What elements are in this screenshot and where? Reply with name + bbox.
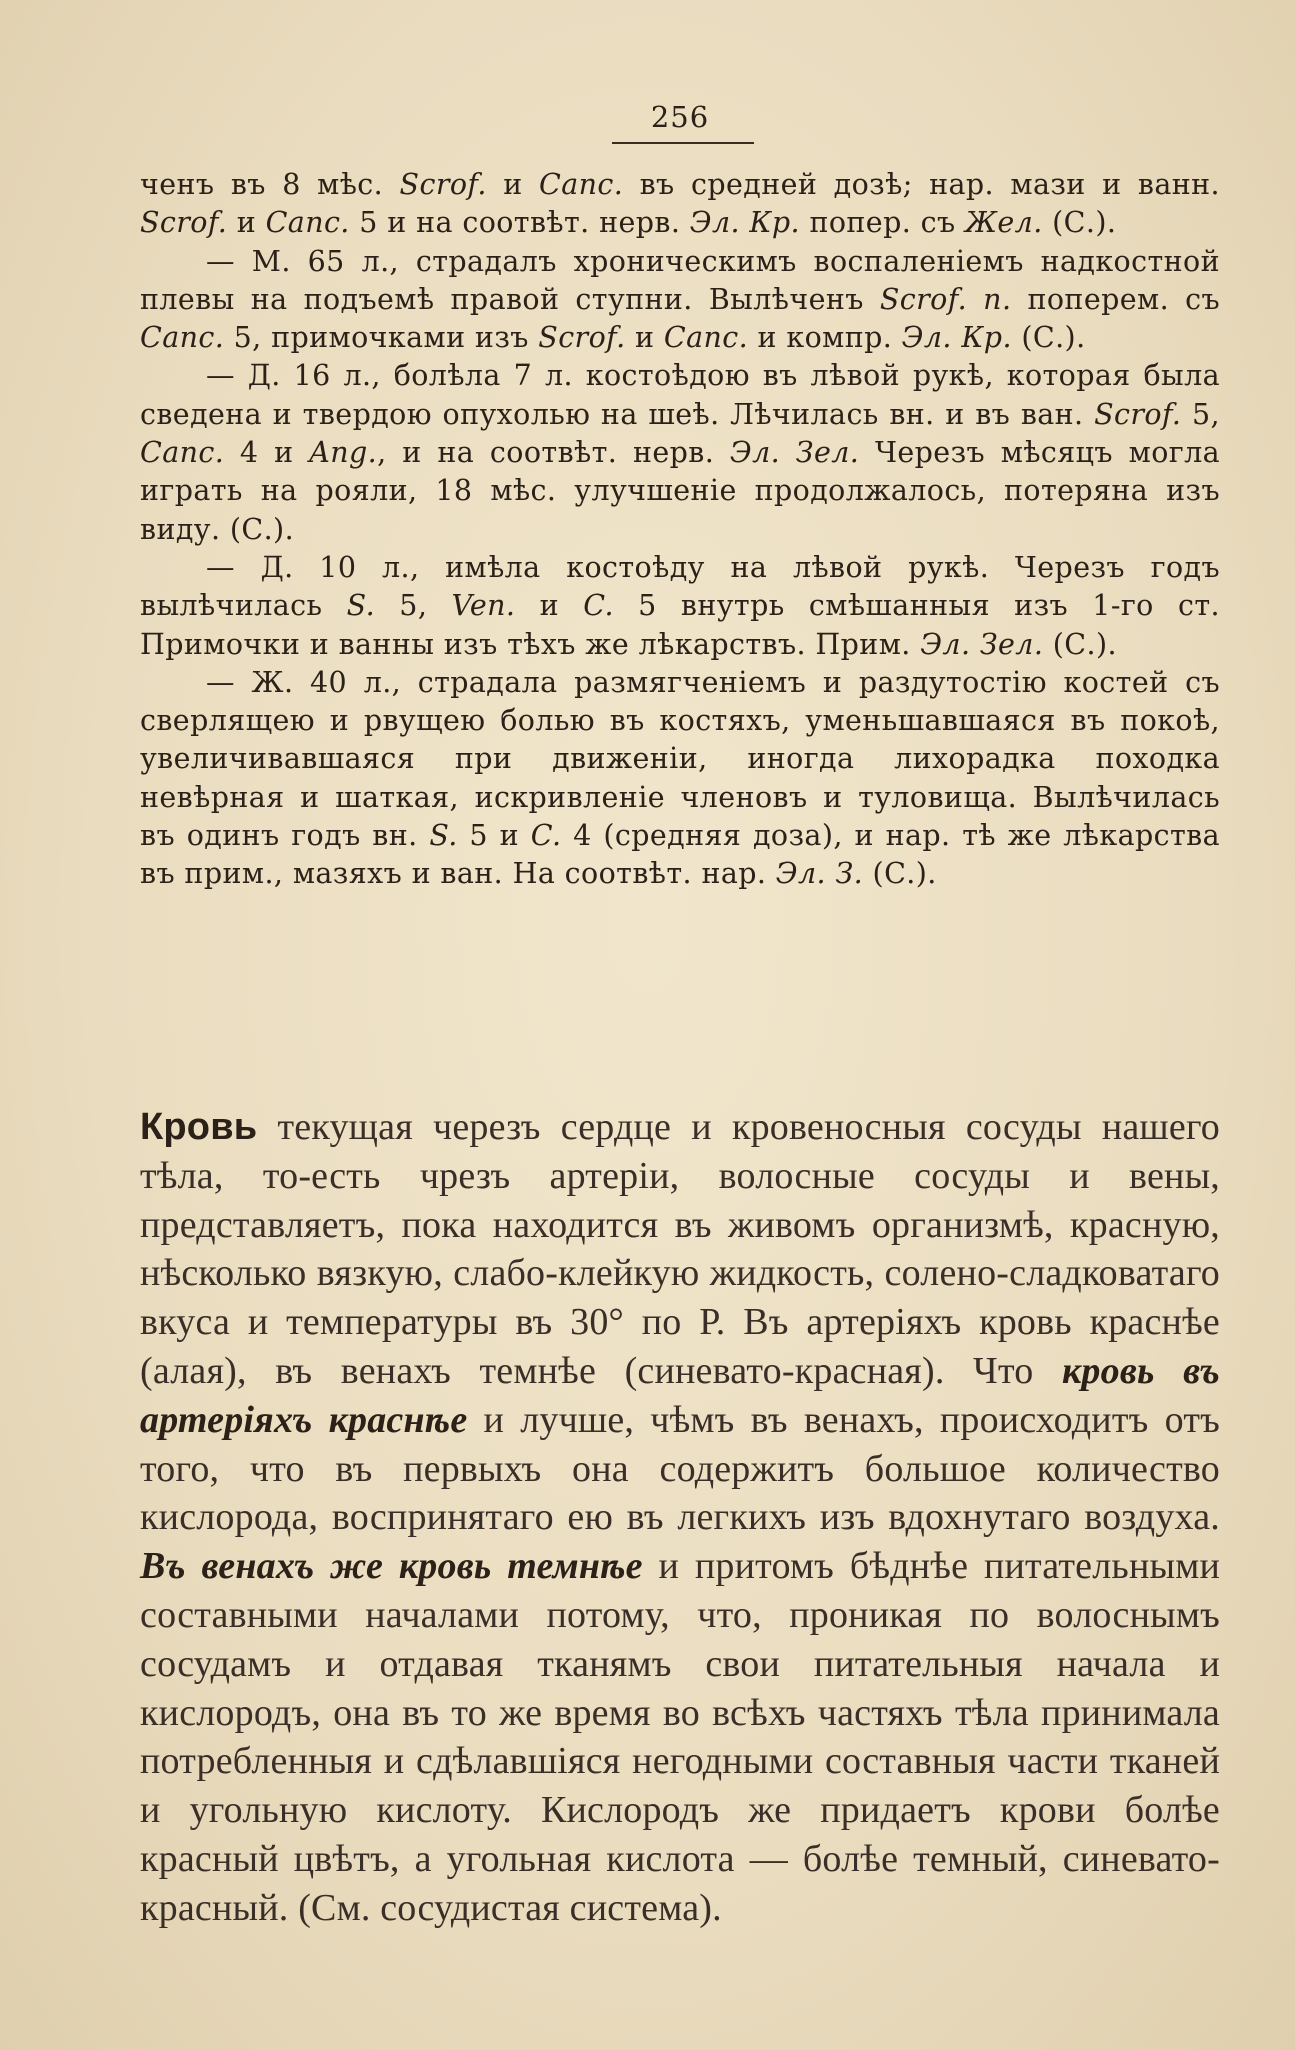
remedy-abbrev: Scrof. — [140, 206, 228, 240]
blood-article — [140, 1103, 1220, 1933]
emphasis-phrase: Въ венахъ же кровь темнѣе — [140, 1545, 643, 1588]
remedy-abbrev: Жел. — [965, 206, 1043, 240]
text-segment: (С.). — [1043, 627, 1117, 661]
text-segment: 5, — [1181, 397, 1220, 431]
text-segment: (С.). — [1011, 321, 1086, 355]
page-number: 256 — [650, 100, 710, 134]
remedy-abbrev: Эл. Кр. — [901, 321, 1012, 355]
page-number-rule — [612, 142, 754, 144]
case-paragraph — [140, 549, 1220, 664]
remedy-abbrev: Canc. — [539, 168, 624, 201]
text-segment: (С.). — [1042, 206, 1117, 240]
remedy-abbrev: C. — [530, 819, 562, 853]
text-segment: , и на соотвѣт. нерв. — [377, 436, 730, 470]
remedy-abbrev: Canc. — [140, 436, 225, 470]
article-paragraph — [140, 1103, 1220, 1933]
remedy-abbrev: S. — [346, 589, 376, 623]
text-segment: 5 и — [457, 819, 531, 853]
text-segment: и компр. — [748, 321, 902, 355]
remedy-abbrev: Эл. Зел. — [729, 436, 860, 470]
remedy-abbrev: Ang. — [309, 436, 378, 470]
remedy-abbrev: Ven. — [451, 589, 516, 623]
remedy-abbrev: Canc. — [663, 321, 749, 355]
text-segment: 5, примочками изъ — [224, 321, 539, 355]
case-reports-section — [140, 166, 1220, 894]
text-segment: и — [515, 589, 584, 623]
text-segment: и — [227, 206, 266, 240]
text-segment: — Д. 10 л., имѣла костоѣду на лѣвой рукѣ. Черезъ годъ вылѣчилась — [140, 550, 1220, 623]
text-segment: текущая черезъ сердце и кровеносныя сосуды нашего тѣла, то-есть чрезъ артеріи, волосные сосуды и вены, представляетъ, пока находится въ живомъ организмѣ, красную, нѣсколько вязкую, слабо-клейкую жидкость, солено-сладковатаго вкуса и температуры въ 30° по Р. Въ артеріяхъ кровь краснѣе (алая), въ венахъ темнѣе (синевато-красная). Что — [140, 1106, 1220, 1392]
remedy-abbrev: Эл. З. — [775, 857, 864, 891]
remedy-abbrev: Scrof. — [399, 168, 487, 201]
text-segment: и — [486, 168, 540, 201]
text-segment: — Ж. 40 л., страдала размягченіемъ и раздутостію костей съ сверлящею и рвущею болью въ костяхъ, уменьшавшаяся въ покоѣ, увеличивавшаяся при движеніи, иногда лихорадка походка невѣрная и шаткая, искривленіе членовъ и туловища. Вылѣчилась въ одинъ годъ вн. — [140, 665, 1220, 853]
remedy-abbrev: Эл. Зел. — [920, 627, 1044, 661]
text-segment: поперем. съ — [1011, 282, 1220, 316]
case-paragraph — [140, 357, 1220, 548]
text-segment: въ средней дозѣ; нар. мази и ванн. — [623, 168, 1220, 201]
text-segment: 4 (средняя доза), и нар. тѣ же лѣкарства въ прим., мазяхъ и ван. На соотвѣт. нар. — [140, 819, 1220, 891]
text-segment: Черезъ мѣсяцъ могла играть на рояли, 18 мѣс. улучшеніе продолжалось, потеряна изъ виду. (С.). — [140, 436, 1220, 546]
text-segment: и — [625, 321, 664, 355]
case-paragraph — [140, 166, 1220, 243]
remedy-abbrev: Scrof. — [1094, 397, 1182, 431]
text-segment: 4 и — [224, 436, 310, 470]
remedy-abbrev: Scrof. n. — [879, 282, 1012, 316]
remedy-abbrev: Canc. — [140, 321, 225, 355]
text-segment: — М. 65 л., страдалъ хроническимъ воспаленіемъ надкостной плевы на подъемѣ правой ступни. Вылѣченъ — [140, 244, 1220, 316]
case-paragraph — [140, 243, 1220, 358]
text-segment: — Д. 16 л., болѣла 7 л. костоѣдою въ лѣвой рукѣ, которая была сведена и твердою опухолью на шеѣ. Лѣчилась вн. и въ ван. — [140, 359, 1220, 431]
text-segment: ченъ въ 8 мѣс. — [140, 168, 400, 201]
text-segment: попер. съ — [800, 206, 965, 240]
case-paragraph — [140, 664, 1220, 894]
remedy-abbrev: C. — [583, 589, 614, 623]
text-segment: 5 внутрь смѣшанныя изъ 1-го ст. Примочки и ванны изъ тѣхъ же лѣкарствъ. Прим. — [140, 589, 1220, 661]
text-segment: и притомъ бѣднѣе питательными составными началами потому, что, проникая по волоснымъ сосудамъ и отдавая тканямъ свои питательныя начала и кислородъ, она въ то же время во всѣхъ частяхъ тѣла принимала потребленныя и сдѣлавшіяся негодными составныя части тканей и угольную кислоту. Кислородъ же придаетъ крови болѣе красный цвѣтъ, а угольная кислота — болѣе темный, синевато-красный. (См. сосудистая система). — [140, 1545, 1220, 1929]
text-segment: 5, — [375, 589, 452, 623]
remedy-abbrev: S. — [429, 819, 458, 853]
remedy-abbrev: Scrof. — [538, 321, 626, 355]
text-segment: 5 и на соотвѣт. нерв. — [349, 206, 690, 240]
emphasis-phrase: кровь въ артеріяхъ краснѣе — [140, 1349, 1220, 1441]
article-headword: Кровь — [140, 1106, 258, 1148]
text-segment: (С.). — [863, 857, 937, 891]
text-segment: и лучше, чѣмъ въ венахъ, происходитъ отъ того, что въ первыхъ она содержитъ большое количество кислорода, воспринятаго ею въ легкихъ изъ вдохнутаго воздуха. — [140, 1398, 1220, 1539]
remedy-abbrev: Canc. — [265, 206, 350, 240]
remedy-abbrev: Эл. Кр. — [689, 206, 800, 240]
